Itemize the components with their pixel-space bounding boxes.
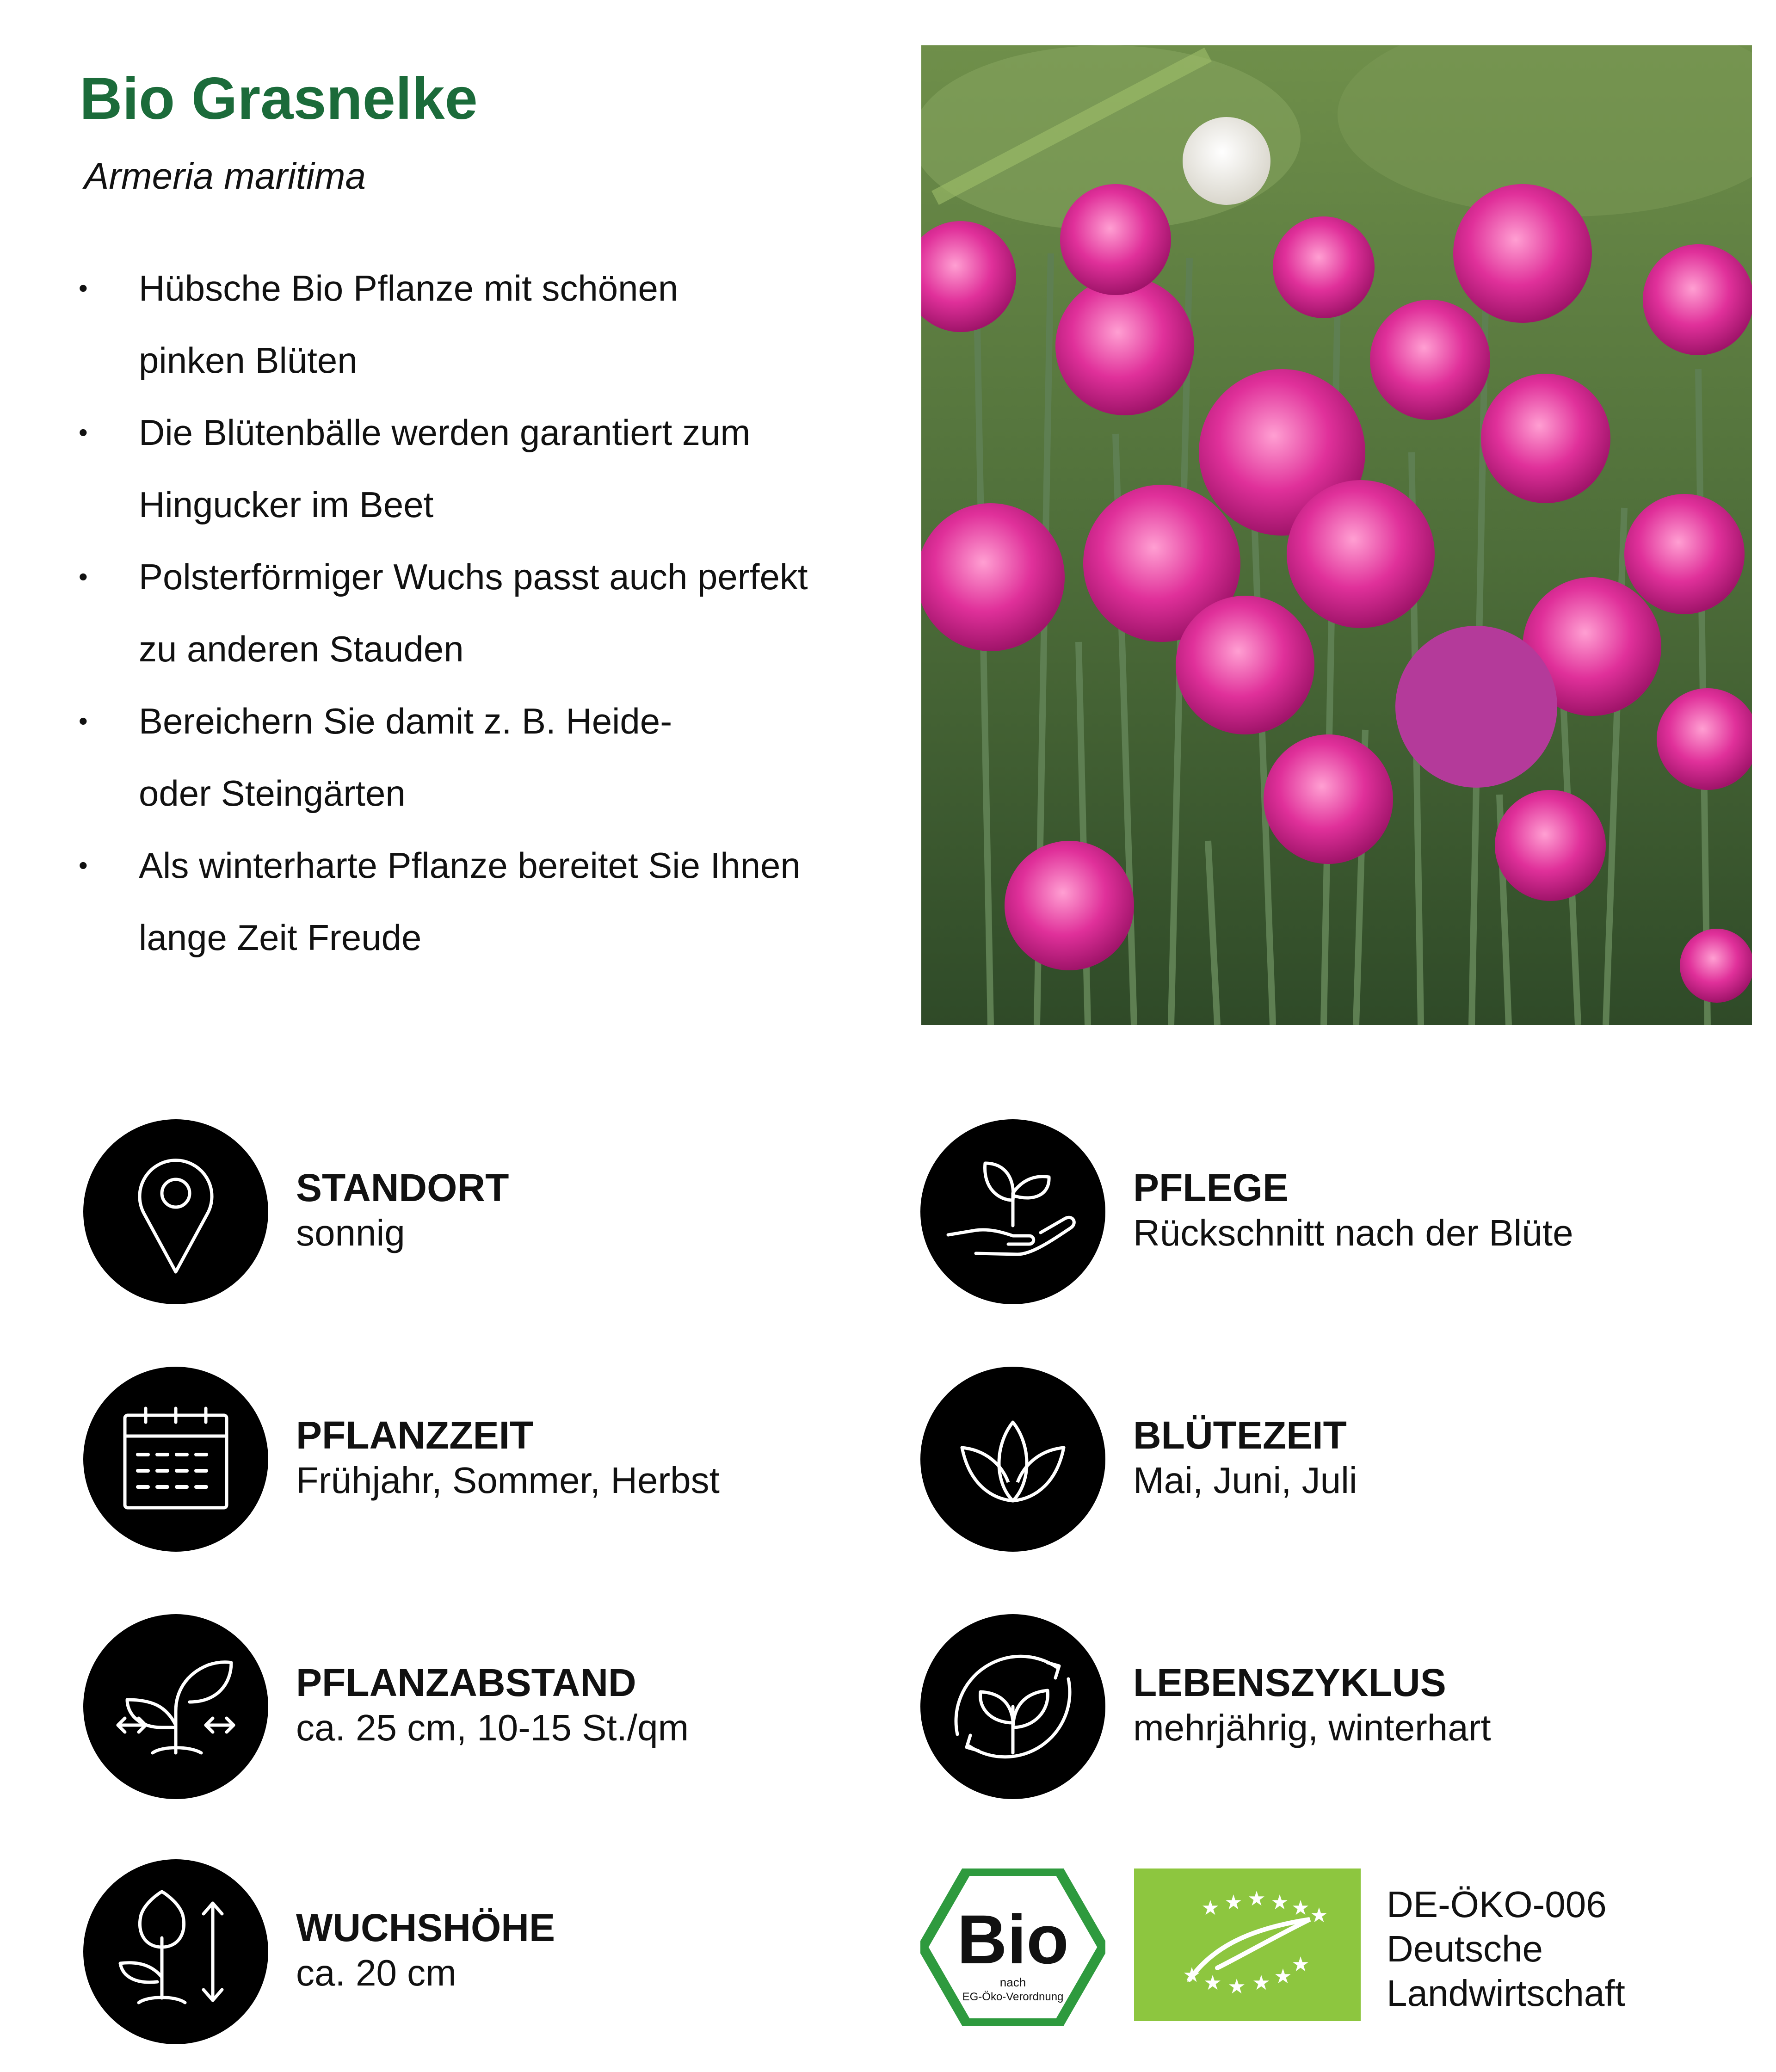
- hand-sprout-icon: [920, 1119, 1105, 1304]
- feature-label: WUCHSHÖHE: [296, 1906, 555, 1949]
- svg-text:★: ★: [1252, 1971, 1270, 1995]
- bio-seal-logo: [920, 1868, 1105, 2026]
- feature-label: BLÜTEZEIT: [1133, 1413, 1347, 1457]
- calendar-icon: [83, 1367, 268, 1552]
- feature-pflanzzeit: [83, 1367, 870, 1552]
- svg-text:★: ★: [1291, 1896, 1310, 1920]
- feature-value: sonnig: [296, 1212, 405, 1253]
- feature-value: Frühjahr, Sommer, Herbst: [296, 1460, 720, 1501]
- svg-text:★: ★: [1291, 1953, 1310, 1976]
- product-photo: [921, 45, 1752, 1025]
- latin-name: Armeria maritima: [84, 155, 366, 197]
- feature-standort: [83, 1119, 870, 1304]
- bullet-item: • Bereichern Sie damit z. B. Heide- oder Steingärten: [79, 685, 902, 829]
- svg-text:★: ★: [1247, 1887, 1266, 1911]
- plant-cycle-icon: [920, 1614, 1105, 1799]
- bio-seal-text: Bio: [957, 1900, 1069, 1978]
- feature-bullet-list: [79, 252, 902, 974]
- feature-value: mehrjährig, winterhart: [1133, 1707, 1491, 1748]
- origin-line: Deutsche: [1387, 1928, 1543, 1969]
- feature-wuchshoehe: [83, 1859, 870, 2044]
- origin-line: Landwirtschaft: [1387, 1973, 1625, 2014]
- svg-text:★: ★: [1224, 1891, 1243, 1914]
- eco-control-code: DE-ÖKO-006: [1387, 1884, 1607, 1925]
- location-pin-icon: [83, 1119, 268, 1304]
- feature-bluetezeit: [920, 1367, 1707, 1552]
- plant-spacing-icon: [83, 1614, 268, 1799]
- bullet-item: • Hübsche Bio Pflanze mit schönen pinken Blüten: [79, 252, 902, 396]
- bio-seal-subtext: nach: [999, 1975, 1026, 1989]
- flower-photo-illustration: [921, 45, 1752, 1025]
- svg-text:★: ★: [1227, 1975, 1246, 1998]
- svg-text:★: ★: [1203, 1971, 1222, 1995]
- feature-pflanzabstand: [83, 1614, 870, 1799]
- feature-label: PFLANZZEIT: [296, 1413, 534, 1457]
- svg-text:★: ★: [1270, 1891, 1289, 1914]
- feature-label: PFLEGE: [1133, 1166, 1289, 1209]
- certification-text: [1387, 1882, 1625, 2016]
- svg-text:★: ★: [1201, 1896, 1220, 1920]
- feature-label: LEBENSZYKLUS: [1133, 1661, 1446, 1704]
- feature-value: Rückschnitt nach der Blüte: [1133, 1212, 1573, 1253]
- bullet-item: • Als winterharte Pflanze bereitet Sie Ihnen lange Zeit Freude: [79, 829, 902, 974]
- feature-value: ca. 20 cm: [296, 1952, 456, 1993]
- svg-text:★: ★: [1310, 1904, 1328, 1927]
- bullet-item: • Die Blütenbälle werden garantiert zum Hingucker im Beet: [79, 396, 902, 541]
- feature-lebenszyklus: [920, 1614, 1707, 1799]
- feature-value: Mai, Juni, Juli: [1133, 1460, 1357, 1501]
- svg-text:★: ★: [1183, 1963, 1201, 1987]
- feature-value: ca. 25 cm, 10-15 St./qm: [296, 1707, 689, 1748]
- feature-label: STANDORT: [296, 1166, 509, 1209]
- eu-organic-leaf-logo: [1134, 1868, 1361, 2021]
- bullet-item: • Polsterförmiger Wuchs passt auch perfekt zu anderen Stauden: [79, 541, 902, 685]
- plant-height-icon: [83, 1859, 268, 2044]
- feature-label: PFLANZABSTAND: [296, 1661, 636, 1704]
- svg-text:★: ★: [1274, 1965, 1292, 1988]
- feature-pflege: [920, 1119, 1707, 1304]
- bio-seal-subtext: EG-Öko-Verordnung: [962, 1991, 1064, 2003]
- lotus-flower-icon: [920, 1367, 1105, 1552]
- product-title: Bio Grasnelke: [80, 66, 478, 132]
